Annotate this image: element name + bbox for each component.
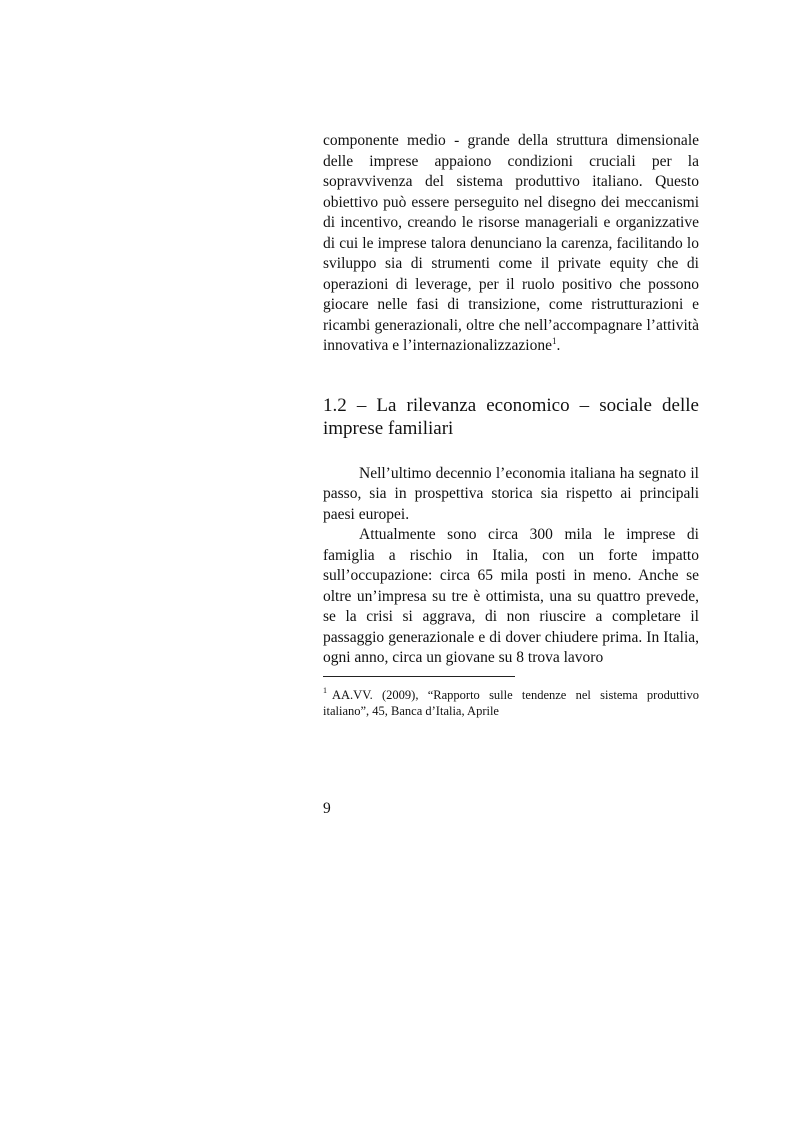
section-heading: 1.2 – La rilevanza economico – sociale delle imprese familiari xyxy=(323,394,699,439)
footnote-reference[interactable]: 1 xyxy=(551,335,557,346)
paragraph-intro xyxy=(323,131,699,357)
paragraph-intro-text: componente medio - grande della struttura dimensionale delle imprese appaiono condizioni cruciali per la sopravvivenza del sistema produttivo italiano. Questo obiettivo può essere perseguito nel disegno dei meccanismi di incentivo, creando le risorse manageriali e organizzative di cui le imprese talora denunciano la carenza, facilitando lo sviluppo sia di strumenti come il private equity che di operazioni di leverage, per il ruolo positivo che possono giocare nelle fasi di transizione, come ristrutturazioni e ricambi generazionali, oltre che nell’accompagnare l’attività innovativa e l’internazionalizzazione xyxy=(323,132,699,354)
footnote-text: AA.VV. (2009), “Rapporto sulle tendenze nel sistema produttivo italiano”, 45, Banca d’Italia, Aprile xyxy=(323,687,699,718)
paragraph-intro-end: . xyxy=(556,337,561,354)
footnote-number: 1 xyxy=(323,686,327,696)
paragraph-economy: Nell’ultimo decennio l’economia italiana ha segnato il passo, sia in prospettiva storica sia rispetto ai principali paesi europei. xyxy=(323,464,699,523)
page-body xyxy=(323,131,699,719)
page-number: 9 xyxy=(323,800,331,817)
footnote-divider xyxy=(323,676,515,677)
paragraph-family-business: Attualmente sono circa 300 mila le imprese di famiglia a rischio in Italia, con un forte impatto sull’occupazione: circa 65 mila posti in meno. Anche se oltre un’impresa su tre è ottimista, una su quattro prevede, se la crisi si aggrava, di non riuscire a completare il passaggio generazionale e di dover chiudere prima. In Italia, ogni anno, circa un giovane su 8 trova lavoro xyxy=(323,526,699,666)
footnote xyxy=(323,687,699,719)
